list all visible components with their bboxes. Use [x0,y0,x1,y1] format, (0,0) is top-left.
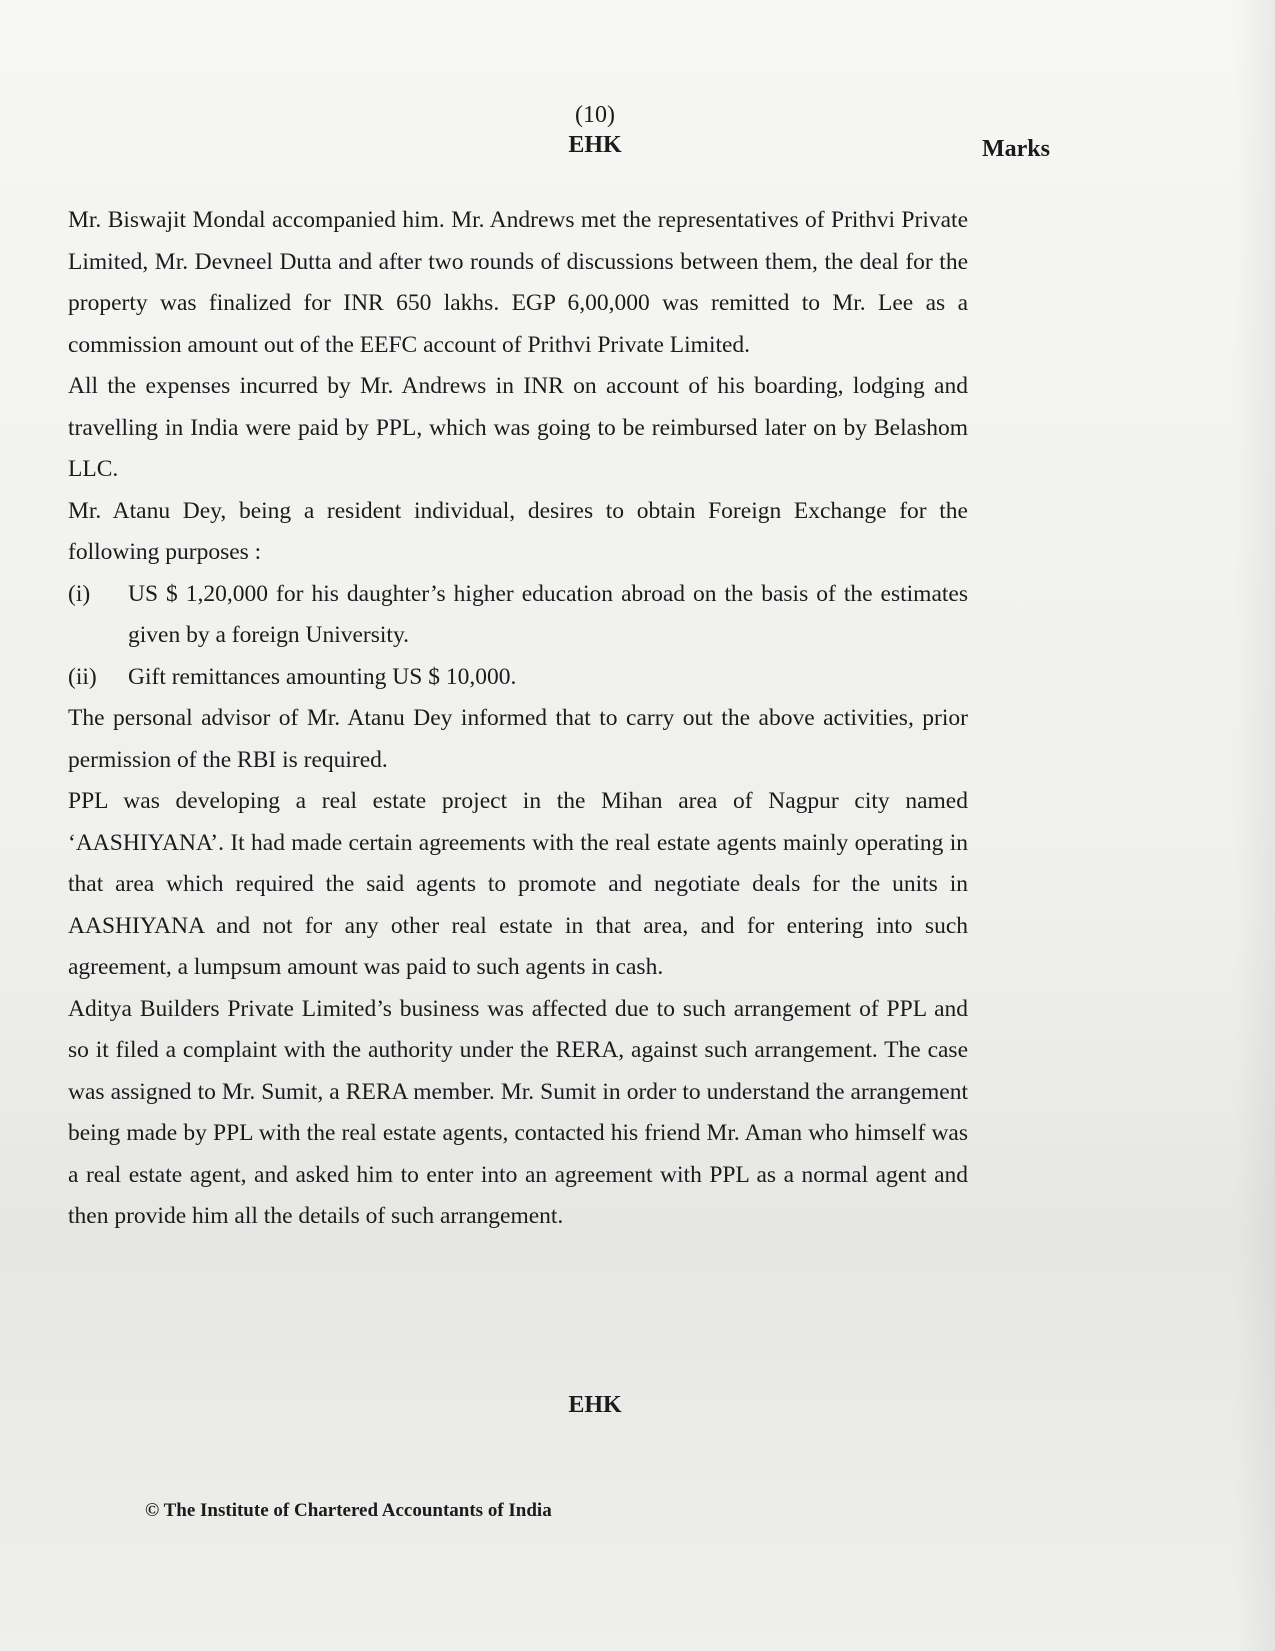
list-item-text: Gift remittances amounting US $ 10,000. [128,663,517,690]
paragraph-aashiyana: PPL was developing a real estate project in the Mihan area of Nagpur city named ‘AASHIYANA’. It had made certain agreements with the real estate agents mainly operating in that area which required the said agents to promote and negotiate deals for the units in AASHIYANA and not for any other real estate in that area, and for entering into such agreement, a lumpsum amount was paid to such agents in cash. [68,788,968,980]
copyright-notice: © The Institute of Chartered Accountants of India [145,1500,552,1521]
paragraph-expenses: All the expenses incurred by Mr. Andrews in INR on account of his boarding, lodging and travelling in India were paid by PPL, which was going to be reimbursed later on by Belashom LLC. [68,373,968,482]
list-item [68,574,968,657]
paragraph-rbi-permission: The personal advisor of Mr. Atanu Dey informed that to carry out the above activities, prior permission of the RBI is required. [68,705,968,773]
marks-column-label: Marks [982,136,1050,162]
footer-paper-code: EHK [568,1392,622,1418]
paragraph-foreign-exchange: Mr. Atanu Dey, being a resident individual, desires to obtain Foreign Exchange for the following purposes : [68,497,968,565]
page-number: (10) [575,102,615,128]
list-item-number: (i) [68,580,91,607]
list-item-text: US $ 1,20,000 for his daughter’s higher education abroad on the basis of the estimates given by a foreign University. [128,580,968,648]
list-item [68,657,968,699]
header-paper-code: EHK [568,132,622,158]
question-body [68,200,968,1238]
page-edge-shadow [1235,0,1275,1651]
paragraph-deal-finalized: Mr. Biswajit Mondal accompanied him. Mr. Andrews met the representatives of Prithvi Private Limited, Mr. Devneel Dutta and after two rounds of discussions between them, the deal for the property was finalized for INR 650 lakhs. EGP 6,00,000 was remitted to Mr. Lee as a commission amount out of the EEFC account of Prithvi Private Limited. [68,207,968,358]
list-item-number: (ii) [68,663,97,690]
paragraph-rera-complaint: Aditya Builders Private Limited’s business was affected due to such arrangement of PPL and so it filed a complaint with the authority under the RERA, against such arrangement. The case was assigned to Mr. Sumit, a RERA member. Mr. Sumit in order to understand the arrangement being made by PPL with the real estate agents, contacted his friend Mr. Aman who himself was a real estate agent, and asked him to enter into an agreement with PPL as a normal agent and then provide him all the details of such arrangement. [68,995,968,1229]
